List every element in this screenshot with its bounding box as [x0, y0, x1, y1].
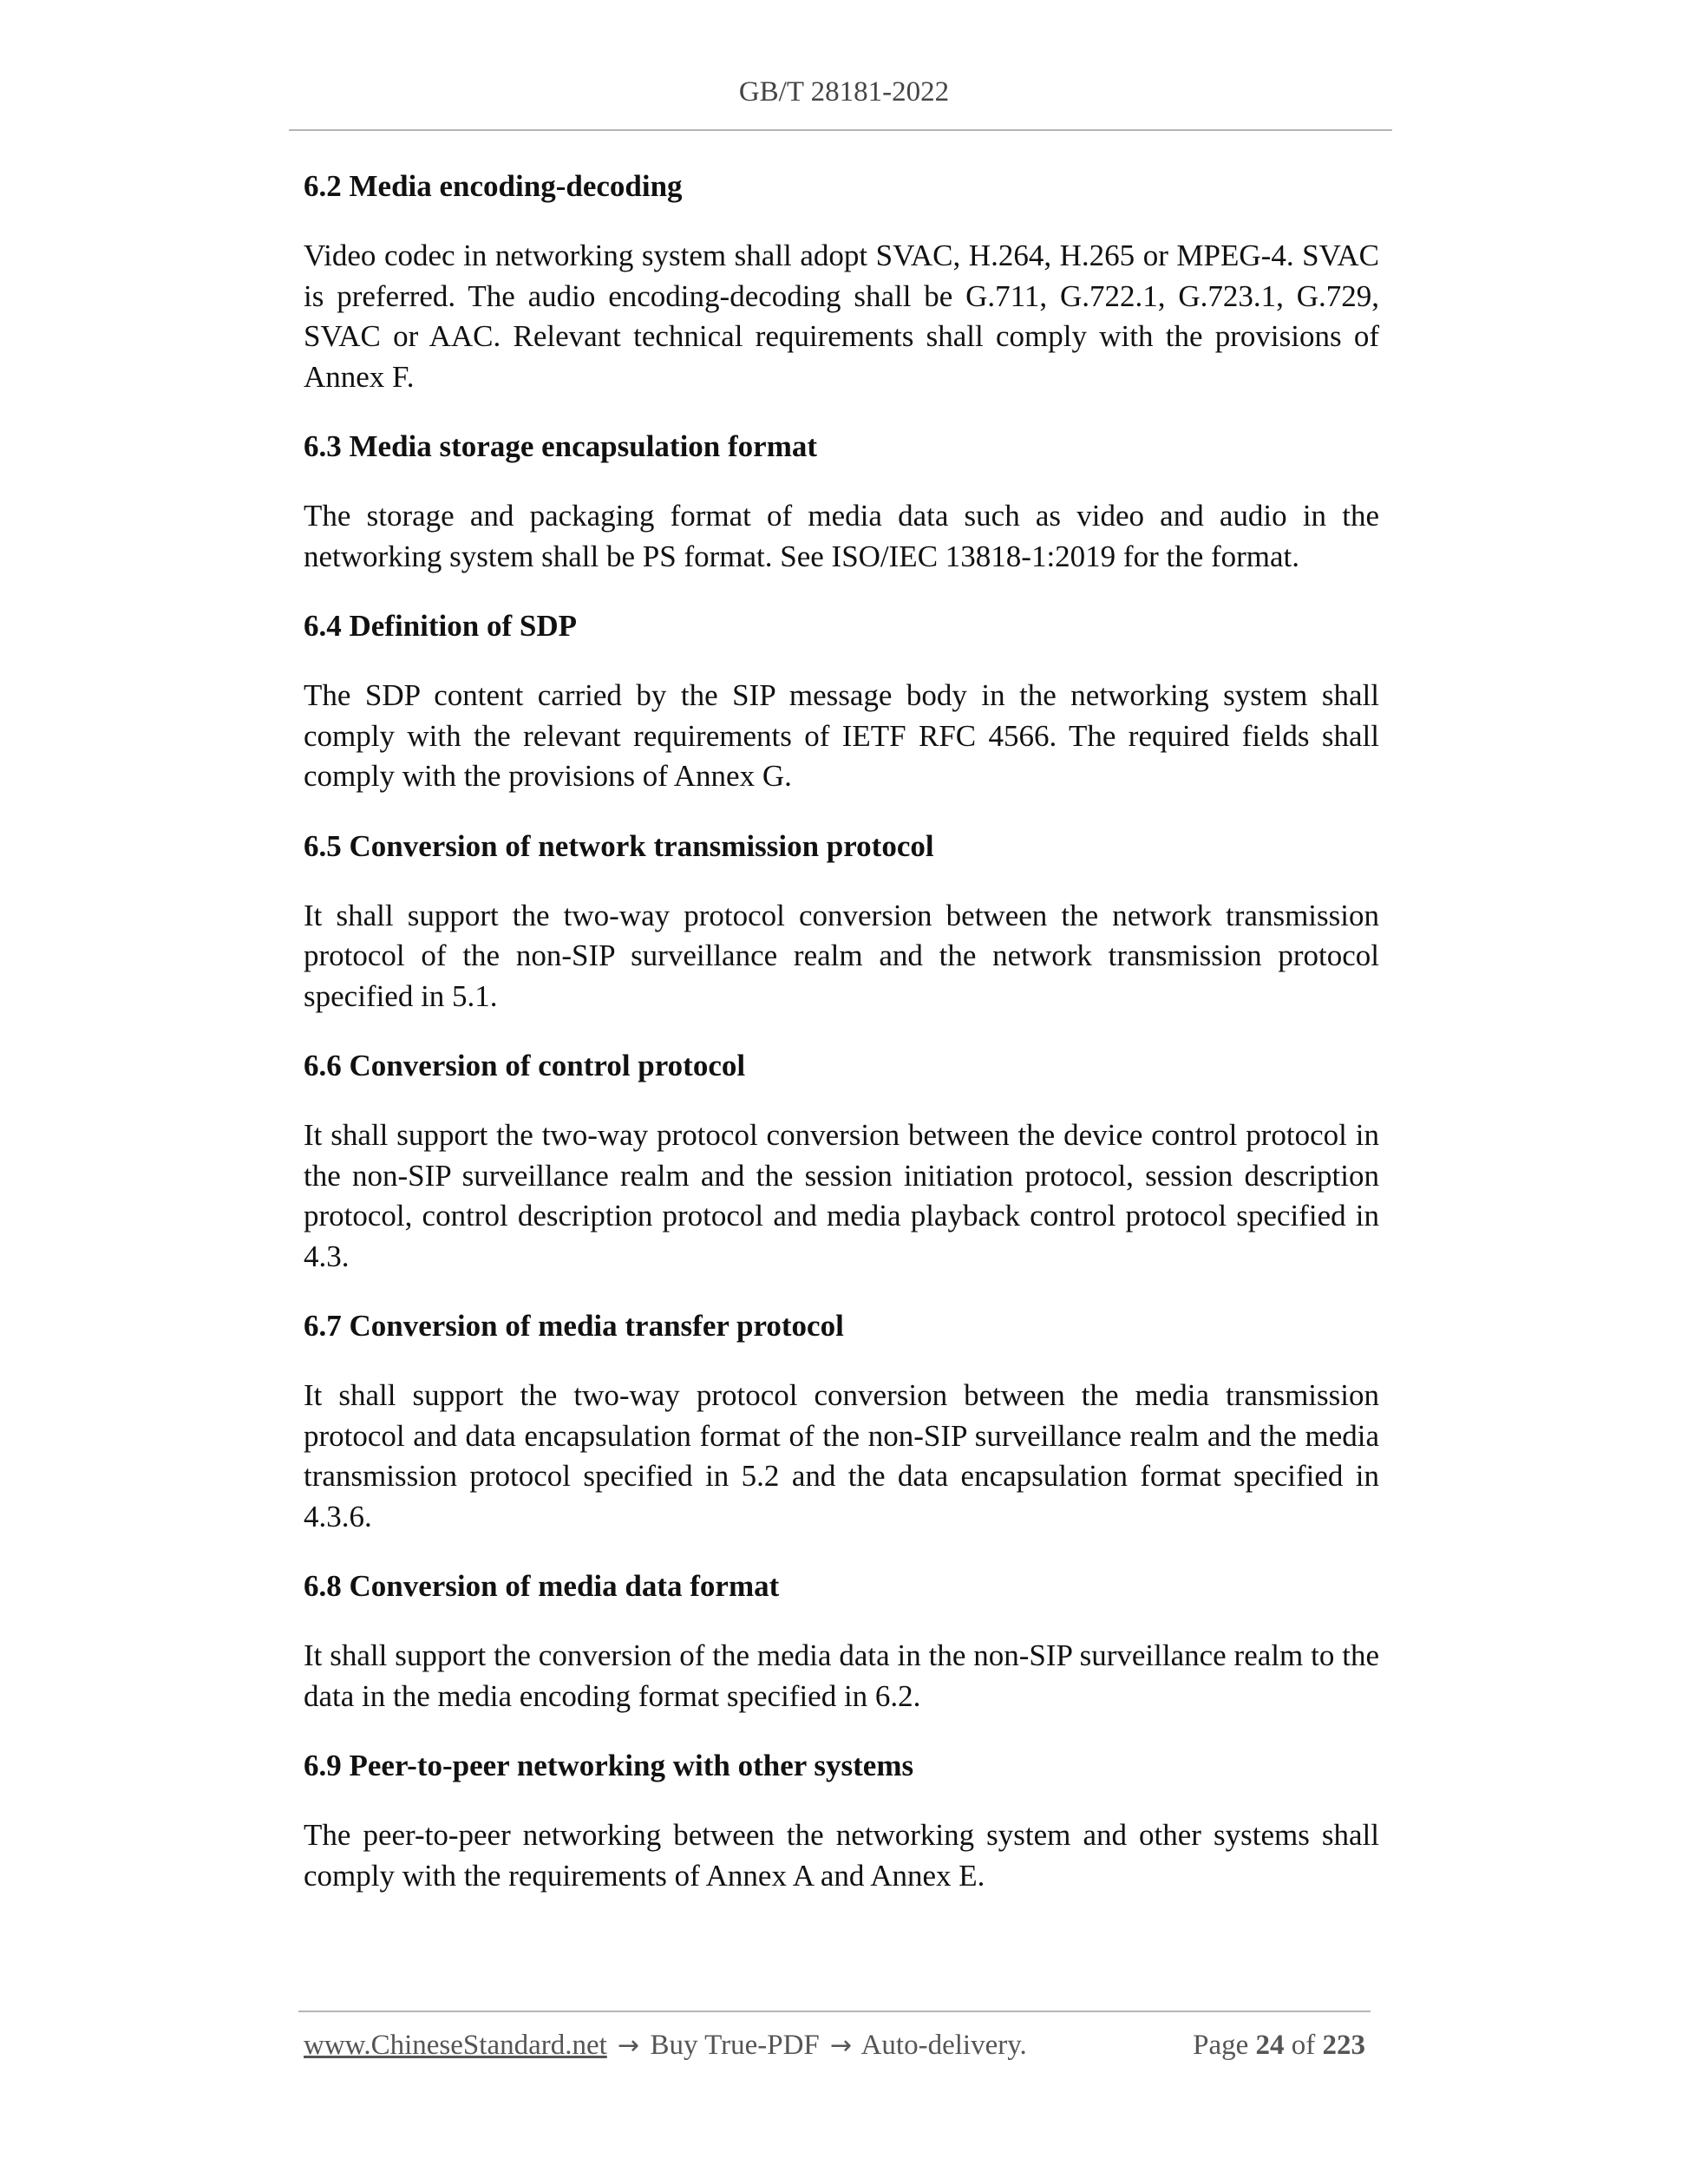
section-6-7: [304, 1306, 1379, 1537]
document-body: [304, 167, 1379, 1926]
section-heading: 6.2 Media encoding-decoding: [304, 169, 683, 203]
section-6-9: [304, 1746, 1379, 1896]
section-paragraph: It shall support the two-way protocol conversion between the network transmission protocol of the non-SIP surveillance realm and the network transmission protocol specified in 5.1.: [304, 898, 1379, 1013]
section-paragraph: It shall support the two-way protocol conversion between the device control protocol in the non-SIP surveillance realm and the session initiation protocol, session description protocol, control description protocol and media playback control protocol specified in 4.3.: [304, 1118, 1379, 1273]
section-6-4: [304, 606, 1379, 797]
arrow-right-icon: →: [830, 2030, 853, 2061]
page-prefix: Page: [1193, 2030, 1249, 2061]
section-6-6: [304, 1046, 1379, 1277]
section-6-8: [304, 1566, 1379, 1716]
section-6-2: [304, 167, 1379, 397]
section-paragraph: The storage and packaging format of media data such as video and audio in the networking system shall be PS format. See ISO/IEC 13818-1:2019 for the format.: [304, 499, 1379, 573]
section-heading: 6.8 Conversion of media data format: [304, 1569, 780, 1603]
section-paragraph: The peer-to-peer networking between the networking system and other systems shall comply with the requirements of Annex A and Annex E.: [304, 1818, 1379, 1893]
footer-promo: [304, 2030, 1027, 2062]
section-6-3: [304, 427, 1379, 577]
page-indicator: [1193, 2030, 1365, 2062]
buy-text: Buy True-PDF: [650, 2030, 820, 2061]
section-heading: 6.9 Peer-to-peer networking with other systems: [304, 1749, 914, 1782]
section-heading: 6.3 Media storage encapsulation format: [304, 429, 818, 463]
section-6-5: [304, 827, 1379, 1017]
document-header-code: GB/T 28181-2022: [738, 76, 950, 108]
page-total: 223: [1322, 2030, 1365, 2061]
section-heading: 6.5 Conversion of network transmission protocol: [304, 828, 934, 863]
section-paragraph: It shall support the two-way protocol conversion between the media transmission protocol and data encapsulation format of the non-SIP surveillance realm and the media transmission protocol specified in 5.2 and the data encapsulation format specified in 4.3.6.: [304, 1378, 1379, 1533]
section-paragraph: Video codec in networking system shall adopt SVAC, H.264, H.265 or MPEG-4. SVAC is preferred. The audio encoding-decoding shall be G.711, G.722.1, G.723.1, G.729, SVAC or AAC. Relevant technical requirements shall comply with the provisions of Annex F.: [304, 239, 1379, 394]
header-divider: [289, 129, 1392, 131]
arrow-right-icon: →: [618, 2030, 640, 2061]
section-paragraph: The SDP content carried by the SIP message body in the networking system shall comply with the relevant requirements of IETF RFC 4566. The required fields shall comply with the provisions of Annex G.: [304, 678, 1379, 793]
page-of: of: [1291, 2030, 1316, 2061]
page-current: 24: [1255, 2030, 1285, 2061]
section-paragraph: It shall support the conversion of the media data in the non-SIP surveillance realm to the data in the media encoding format specified in 6.2.: [304, 1638, 1379, 1713]
section-heading: 6.6 Conversion of control protocol: [304, 1049, 746, 1082]
section-heading: 6.4 Definition of SDP: [304, 609, 577, 643]
delivery-text: Auto-delivery.: [860, 2030, 1027, 2061]
footer-divider: [298, 2011, 1371, 2012]
site-link[interactable]: www.ChineseStandard.net: [304, 2030, 607, 2061]
section-heading: 6.7 Conversion of media transfer protocol: [304, 1309, 844, 1343]
